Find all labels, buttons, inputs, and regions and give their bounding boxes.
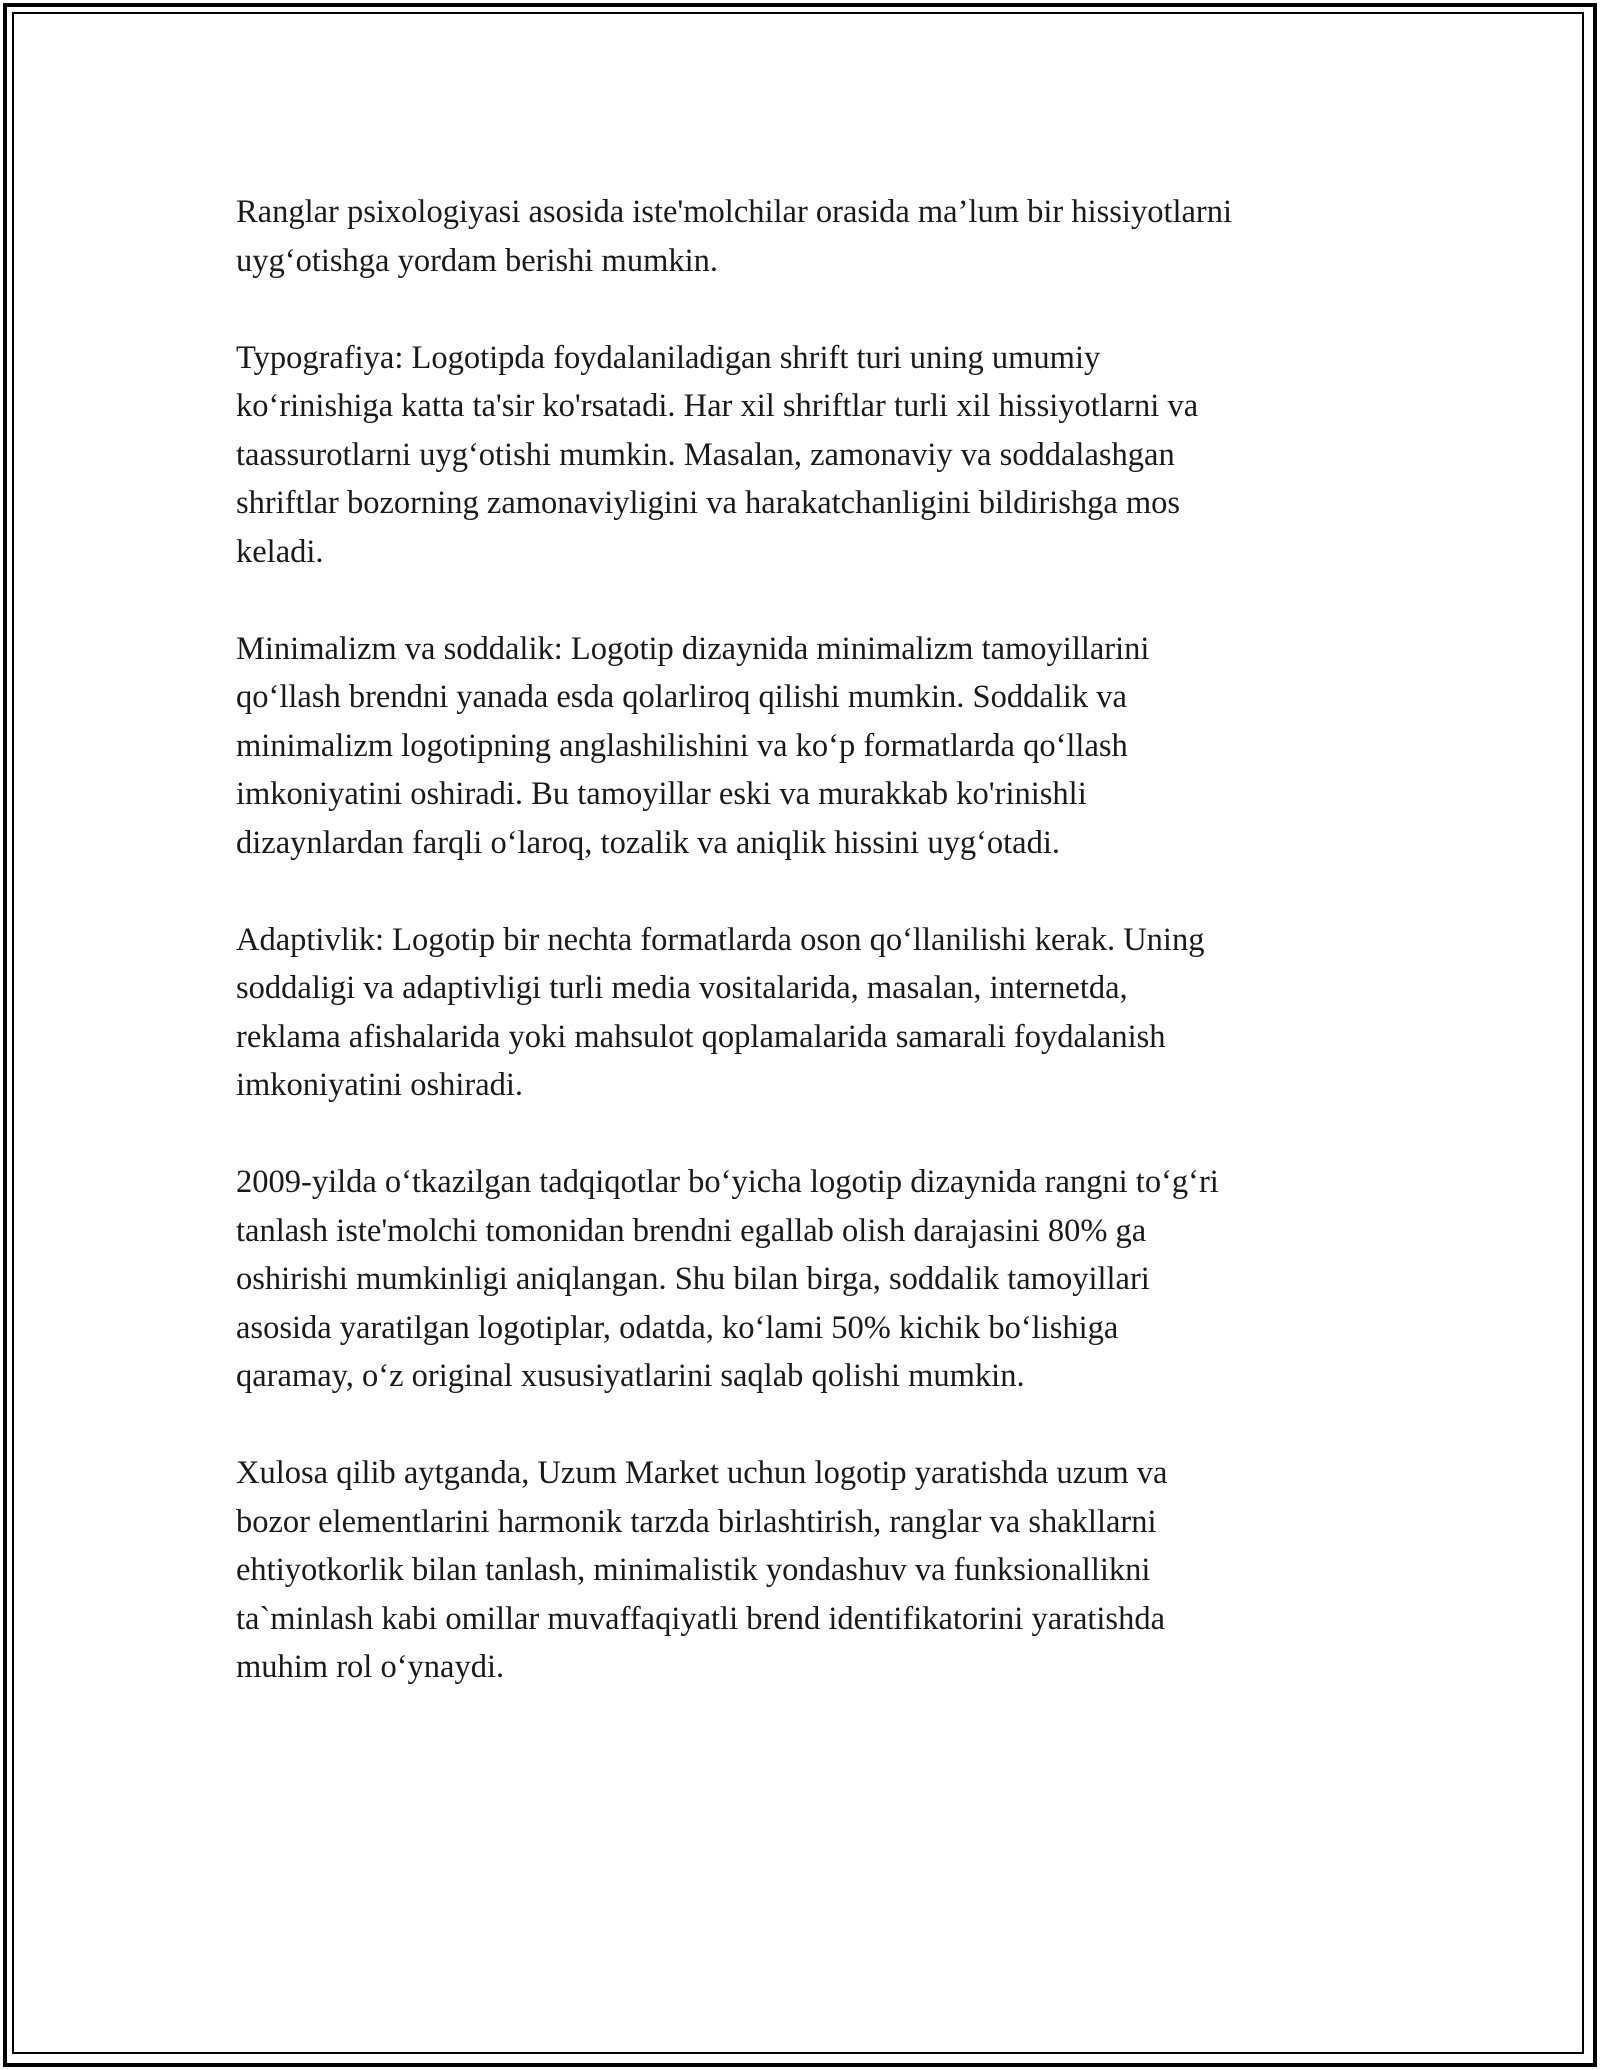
text-line: Adaptivlik: Logotip bir nechta formatlarda oson qo‘llanilishi kerak. Uning [236,921,1205,958]
paragraph-adaptivity [236,916,1376,1110]
text-line: keladi. [236,533,324,570]
document-body [236,188,1376,1740]
text-line: uyg‘otishga yordam berishi mumkin. [236,242,719,279]
text-line: ehtiyotkorlik bilan tanlash, minimalistik yondashuv va funksionallikni [236,1552,1151,1588]
text-line: imkoniyatini oshiradi. [236,1067,524,1103]
text-line: imkoniyatini oshiradi. Bu tamoyillar eski va murakkab ko'rinishli [236,776,1087,812]
text-line: 2009-yilda o‘tkazilgan tadqiqotlar bo‘yicha logotip dizaynida rangni to‘g‘ri [236,1164,1219,1200]
paragraph-research-2009 [236,1158,1376,1401]
text-line: taassurotlarni uyg‘otishi mumkin. Masalan, zamonaviy va soddalashgan [236,436,1175,473]
paragraph-typography [236,334,1376,577]
text-line: Xulosa qilib aytganda, Uzum Market uchun logotip yaratishda uzum va [236,1455,1168,1491]
text-line: bozor elementlarini harmonik tarzda birlashtirish, ranglar va shakllarni [236,1503,1157,1540]
text-line: muhim rol o‘ynaydi. [236,1649,505,1685]
text-line: shriftlar bozorning zamonaviyligini va harakatchanligini bildirishga mos [236,485,1181,521]
text-line: ko‘rinishiga katta ta'sir ko'rsatadi. Har xil shriftlar turli xil hissiyotlarni va [236,388,1199,424]
text-line: soddaligi va adaptivligi turli media vositalarida, masalan, internetda, [236,970,1128,1006]
paragraph-color-psychology [236,188,1376,285]
text-line: dizaynlardan farqli o‘laroq, tozalik va aniqlik hissini uyg‘otadi. [236,824,1061,861]
text-line: tanlash iste'molchi tomonidan brendni egallab olish darajasini 80% ga [236,1212,1147,1249]
paragraph-minimalism [236,625,1376,868]
text-line: ta`minlash kabi omillar muvaffaqiyatli brend identifikatorini yaratishda [236,1600,1165,1637]
paragraph-conclusion [236,1449,1376,1692]
text-line: minimalizm logotipning anglashilishini va ko‘p formatlarda qo‘llash [236,727,1128,764]
text-line: asosida yaratilgan logotiplar, odatda, ko‘lami 50% kichik bo‘lishiga [236,1309,1119,1346]
text-line: Minimalizm va soddalik: Logotip dizaynida minimalizm tamoyillarini [236,630,1150,667]
text-line: qaramay, o‘z original xususiyatlarini saqlab qolishi mumkin. [236,1358,1025,1394]
text-line: Typografiya: Logotipda foydalaniladigan shrift turi uning umumiy [236,339,1101,376]
text-line: qo‘llash brendni yanada esda qolarliroq qilishi mumkin. Soddalik va [236,679,1127,715]
text-line: Ranglar psixologiyasi asosida iste'molchilar orasida ma’lum bir hissiyotlarni [236,194,1233,230]
text-line: oshirishi mumkinligi aniqlangan. Shu bilan birga, soddalik tamoyillari [236,1261,1150,1297]
text-line: reklama afishalarida yoki mahsulot qoplamalarida samarali foydalanish [236,1018,1166,1055]
